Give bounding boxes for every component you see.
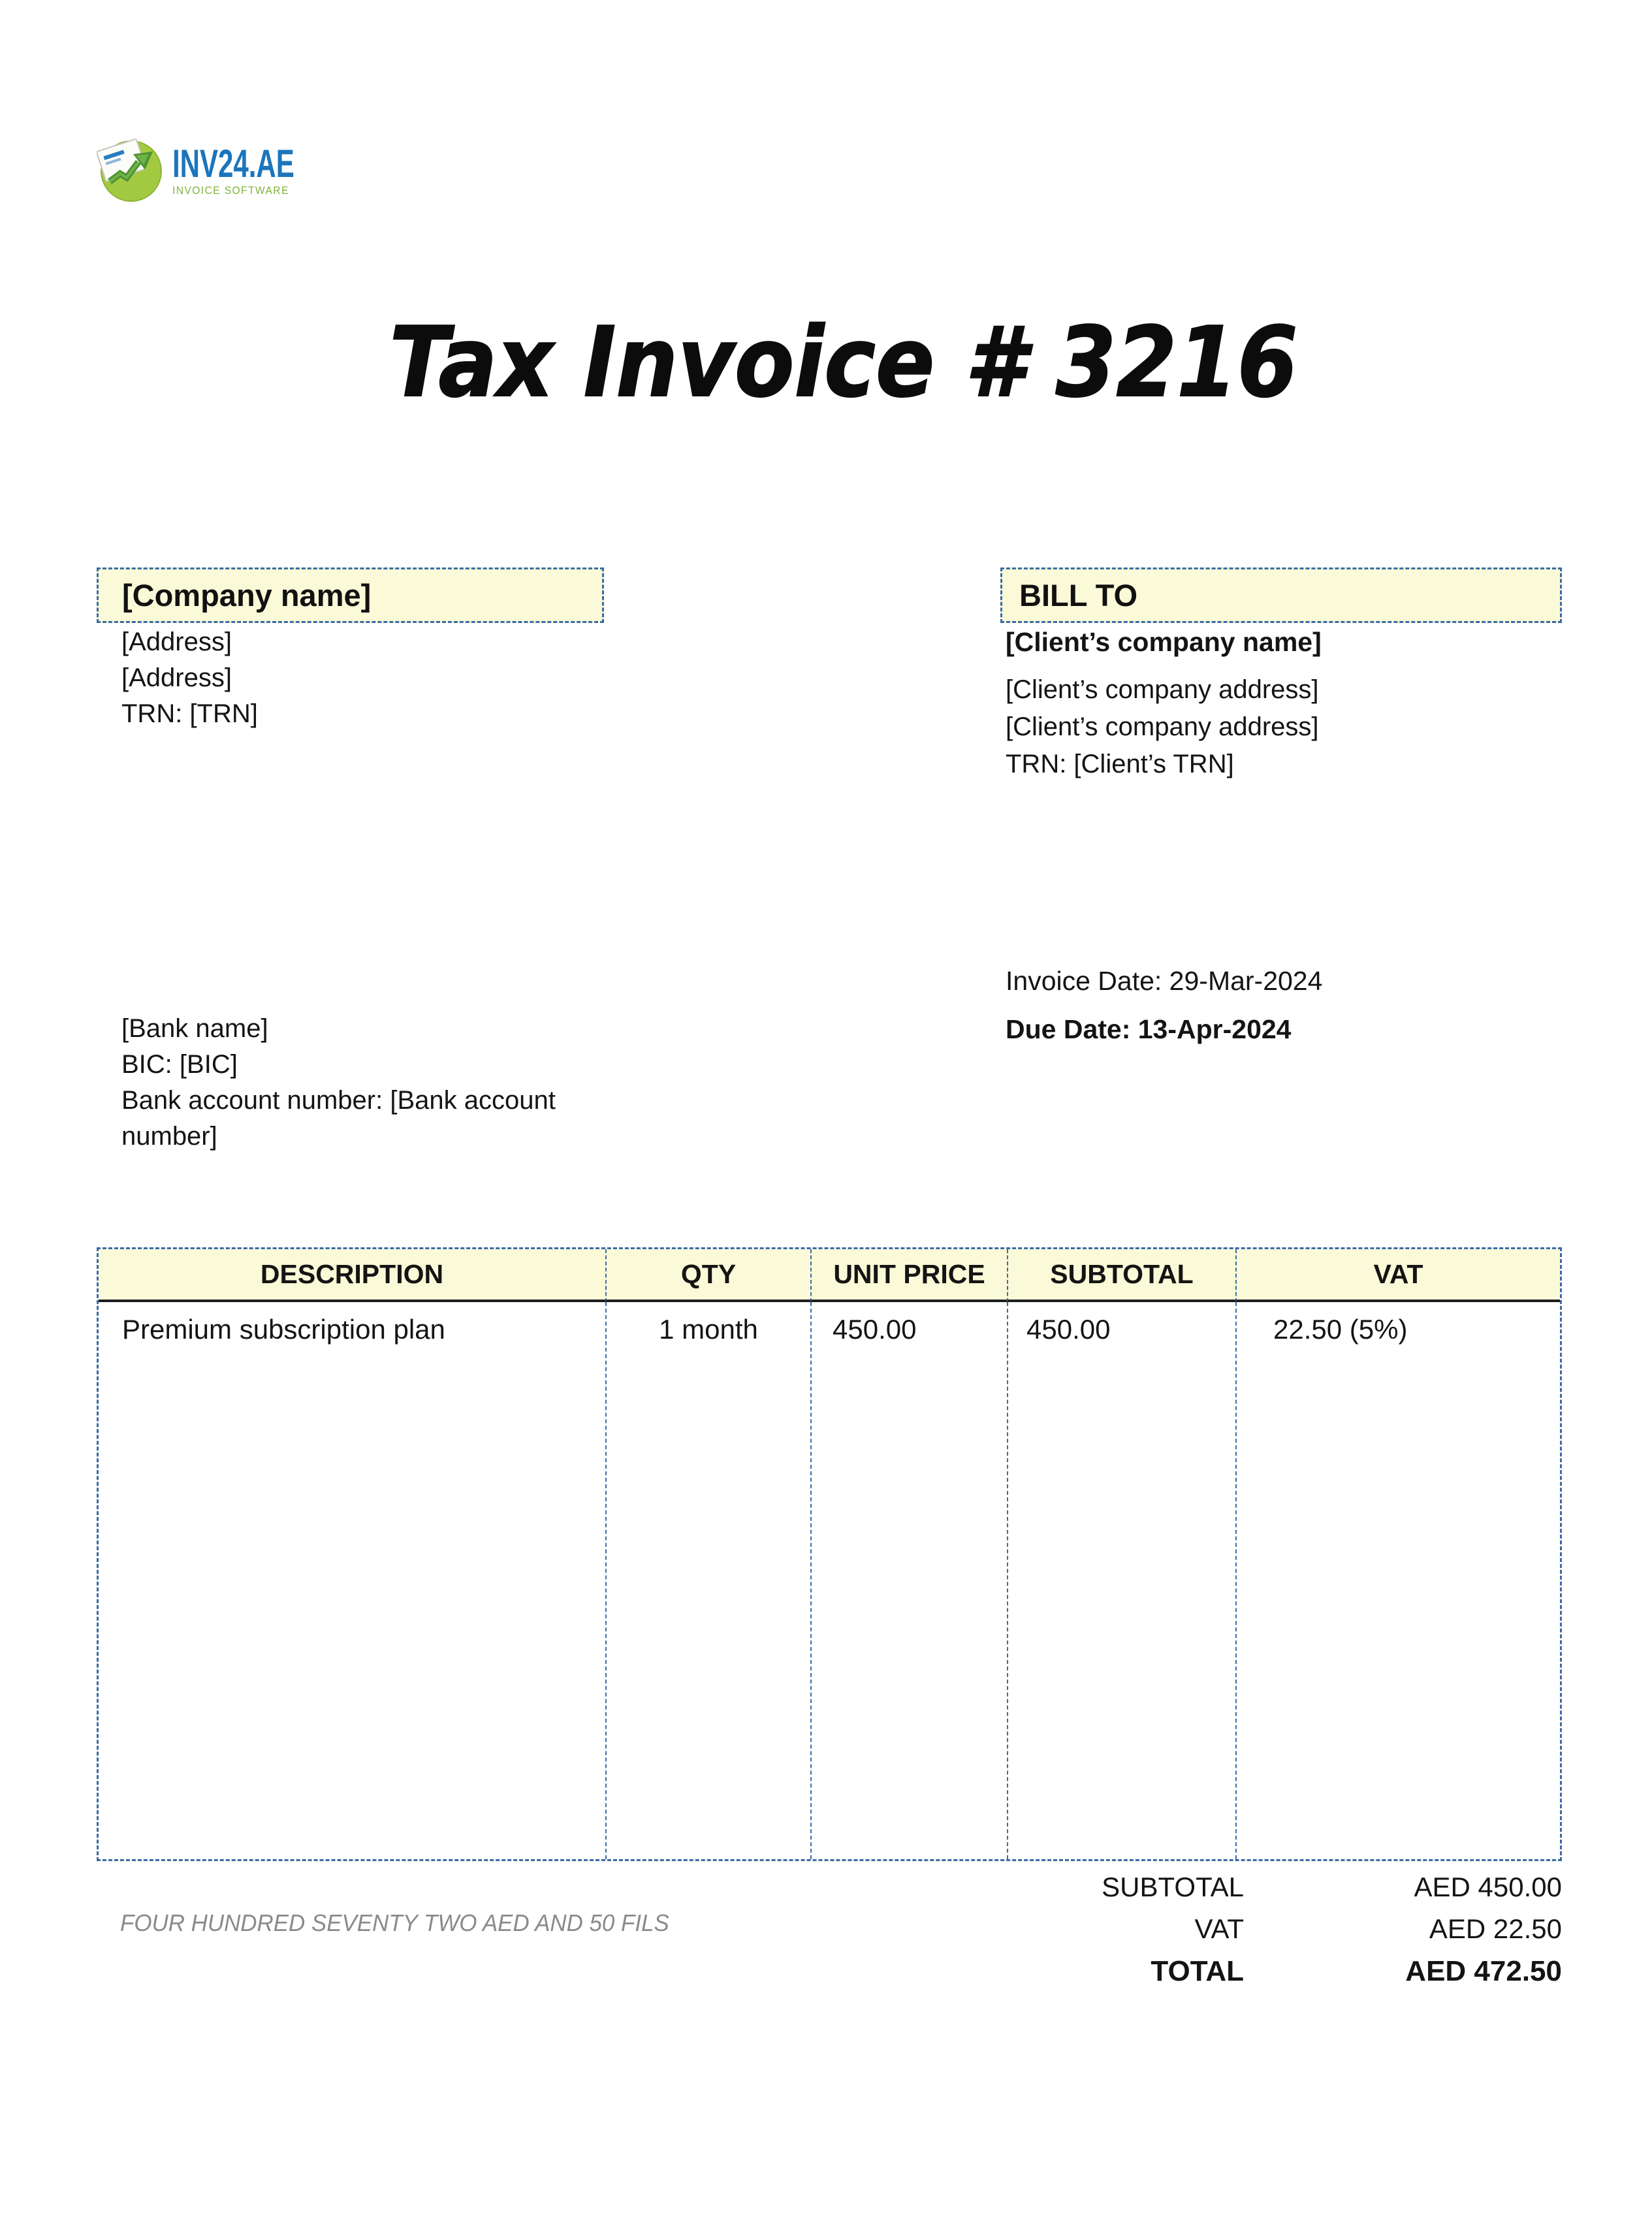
bank-name: [Bank name] [121, 1014, 268, 1043]
bank-details [121, 1011, 608, 1155]
subtotal-value: AED 450.00 [1414, 1872, 1562, 1902]
item-vat-cell: 22.50 (5%) [1235, 1302, 1560, 1859]
invoice-date: Invoice Date: 29-Mar-2024 [1006, 966, 1323, 996]
column-header-subtotal: SUBTOTAL [1007, 1249, 1235, 1302]
column-header-description: DESCRIPTION [99, 1249, 605, 1302]
company-address-line: [Address] [121, 663, 232, 692]
company-address-line: [Address] [121, 628, 232, 656]
client-info [1006, 626, 1322, 783]
total-value: AED 472.50 [1405, 1955, 1562, 1987]
subtotal-label: SUBTOTAL [1102, 1872, 1244, 1902]
total-row [979, 1955, 1562, 1988]
column-header-vat: VAT [1235, 1249, 1560, 1302]
total-label: TOTAL [1151, 1955, 1244, 1987]
column-header-unit-price: UNIT PRICE [810, 1249, 1007, 1302]
due-date: Due Date: 13-Apr-2024 [1006, 1014, 1292, 1044]
company-trn: TRN: [TRN] [121, 699, 258, 728]
subtotal-row [979, 1872, 1562, 1903]
vat-value: AED 22.50 [1429, 1913, 1562, 1944]
amount-in-words: FOUR HUNDRED SEVENTY TWO AED AND 50 FILS [120, 1909, 669, 1936]
logo-tagline: INVOICE SOFTWARE [172, 184, 289, 197]
company-name: [Company name] [122, 578, 372, 613]
logo-text [172, 135, 347, 197]
item-subtotal-cell: 450.00 [1007, 1302, 1235, 1859]
item-unit-price-cell: 450.00 [810, 1302, 1007, 1859]
vat-label: VAT [1194, 1913, 1244, 1944]
logo-brand: INV24.AE [172, 142, 294, 185]
client-address-line: [Client’s company address] [1006, 675, 1319, 704]
bill-to-header: BILL TO [1019, 578, 1138, 613]
logo-mark-icon [97, 135, 165, 202]
items-table [97, 1247, 1562, 1861]
bank-bic: BIC: [BIC] [121, 1050, 238, 1079]
invoice-title: Tax Invoice # 3216 [389, 306, 1298, 419]
company-name-box [97, 567, 604, 623]
bank-account-number: Bank account number: [Bank account number] [121, 1086, 556, 1151]
company-info [121, 624, 258, 732]
invoice-dates [1006, 965, 1322, 1045]
bill-to-box [1000, 567, 1562, 623]
logo [97, 135, 347, 202]
item-description-cell: Premium subscription plan [122, 1314, 445, 1345]
client-address-line: [Client’s company address] [1006, 712, 1319, 741]
vat-row [979, 1913, 1562, 1945]
client-trn: TRN: [Client’s TRN] [1006, 750, 1234, 778]
client-company-name: [Client’s company name] [1006, 627, 1322, 657]
column-header-qty: QTY [605, 1249, 810, 1302]
item-qty-cell: 1 month [605, 1302, 810, 1859]
